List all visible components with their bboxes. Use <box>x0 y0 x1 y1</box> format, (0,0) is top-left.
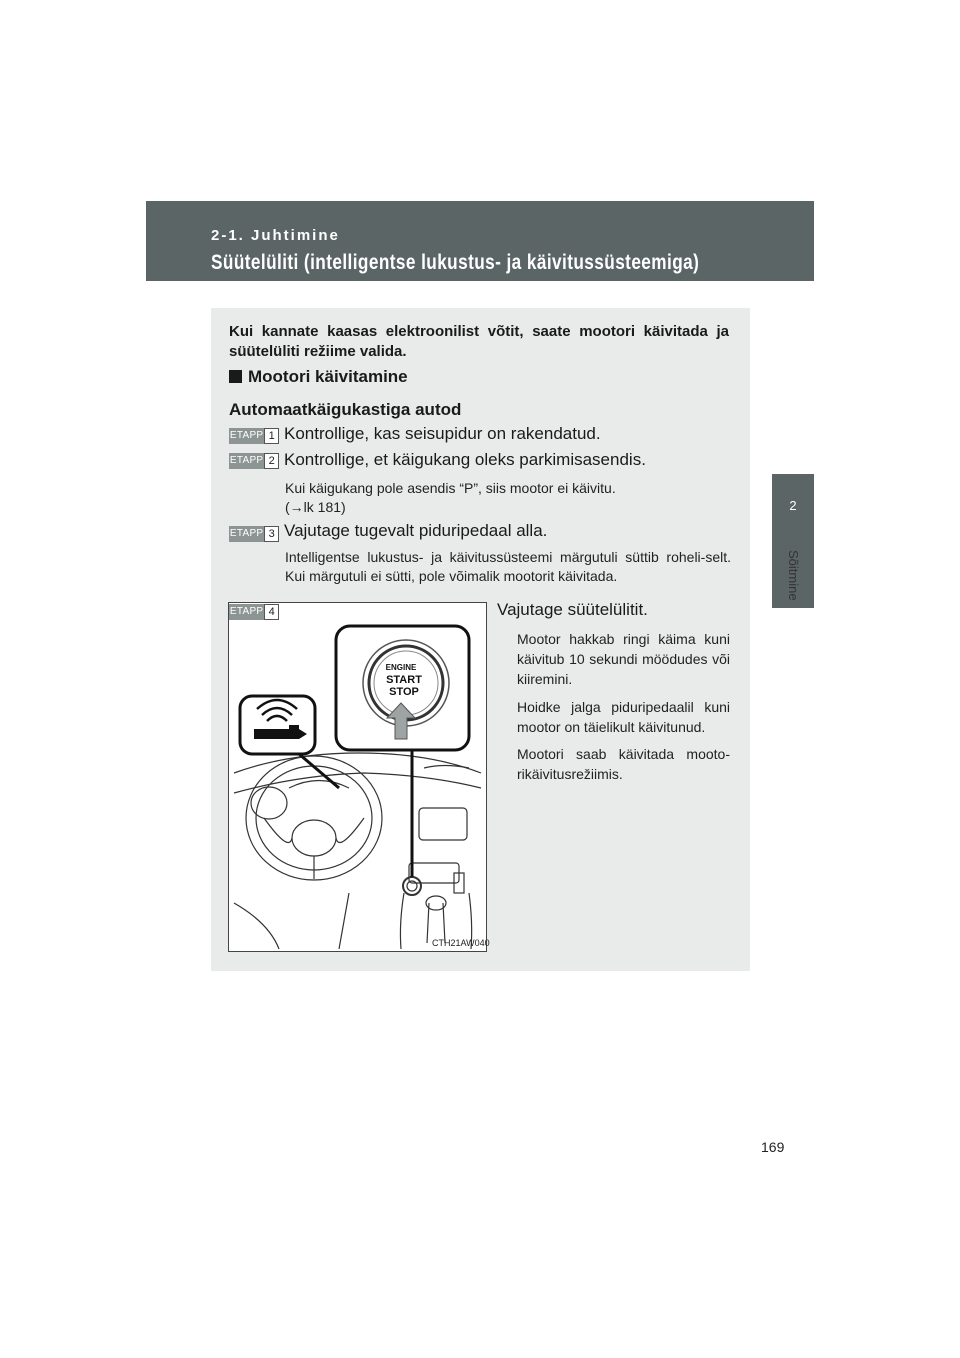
button-label-engine: ENGINE <box>385 663 417 672</box>
step-badge-4 <box>229 604 279 620</box>
section-header <box>146 201 814 281</box>
page-title: Süütelüliti (intelligentse lukustus- ja käivitussüsteemiga) <box>211 251 700 274</box>
step-badge-number: 2 <box>264 453 279 469</box>
step-badge-label: ETAPP <box>229 526 264 542</box>
intro-text: Kui kannate kaasas elektroonilist võtit, saate mootori käivitada ja süütelüliti režiime valida. <box>229 323 729 360</box>
subheading <box>229 367 408 387</box>
square-bullet-icon <box>229 370 242 383</box>
subheading-text: Mootori käivitamine <box>248 367 408 386</box>
figure-code: CTH21AW040 <box>432 938 490 948</box>
button-label-stop: STOP <box>389 686 419 698</box>
step-badge-number: 1 <box>264 428 279 444</box>
step-4-para-3: Mootori saab käivitada mooto-rikäivitusrežiimis. <box>517 746 730 782</box>
engine-start-illustration <box>228 602 487 952</box>
dashboard-drawing <box>229 603 486 951</box>
step-badge-number: 3 <box>264 526 279 542</box>
section-label: 2-1. Juhtimine <box>211 227 340 244</box>
step-badge-label: ETAPP <box>229 428 264 444</box>
step-4-para-2: Hoidke jalga piduripedaalil kuni mootor on täielikult käivitunud. <box>517 699 730 735</box>
step-1-text: Kontrollige, kas seisupidur on rakendatud. <box>284 424 601 443</box>
step-2-note: Kui käigukang pole asendis “P”, siis mootor ei käivitu. <box>285 480 616 496</box>
button-label-start: START <box>386 674 422 686</box>
step-badge-1 <box>229 428 279 444</box>
step-2-text: Kontrollige, et käigukang oleks parkimisasendis. <box>284 450 646 469</box>
step-4-para-1: Mootor hakkab ringi käima kuni käivitub 10 sekundi möödudes või kiiremini. <box>517 631 730 687</box>
step-badge-3 <box>229 526 279 542</box>
step-3-text: Vajutage tugevalt piduripedaal alla. <box>284 521 548 540</box>
step-4-text: Vajutage süütelülitit. <box>497 600 648 619</box>
step-badge-2 <box>229 453 279 469</box>
chapter-number: 2 <box>789 498 797 513</box>
chapter-label: Sõitmine <box>786 550 801 601</box>
step-badge-number: 4 <box>264 604 279 620</box>
step-badge-label: ETAPP <box>229 604 264 620</box>
auto-heading: Automaatkäigukastiga autod <box>229 400 462 419</box>
step-3-note: Intelligentse lukustus- ja käivitussüsteemi märgutuli süttib roheli-selt. Kui märgutuli ei sütti, pole võimalik mootorit käivitada. <box>285 549 731 584</box>
page-number: 169 <box>761 1139 785 1155</box>
step-badge-label: ETAPP <box>229 453 264 469</box>
chapter-label-box <box>781 550 805 620</box>
step-2-page-ref: (→lk 181) <box>285 499 346 515</box>
